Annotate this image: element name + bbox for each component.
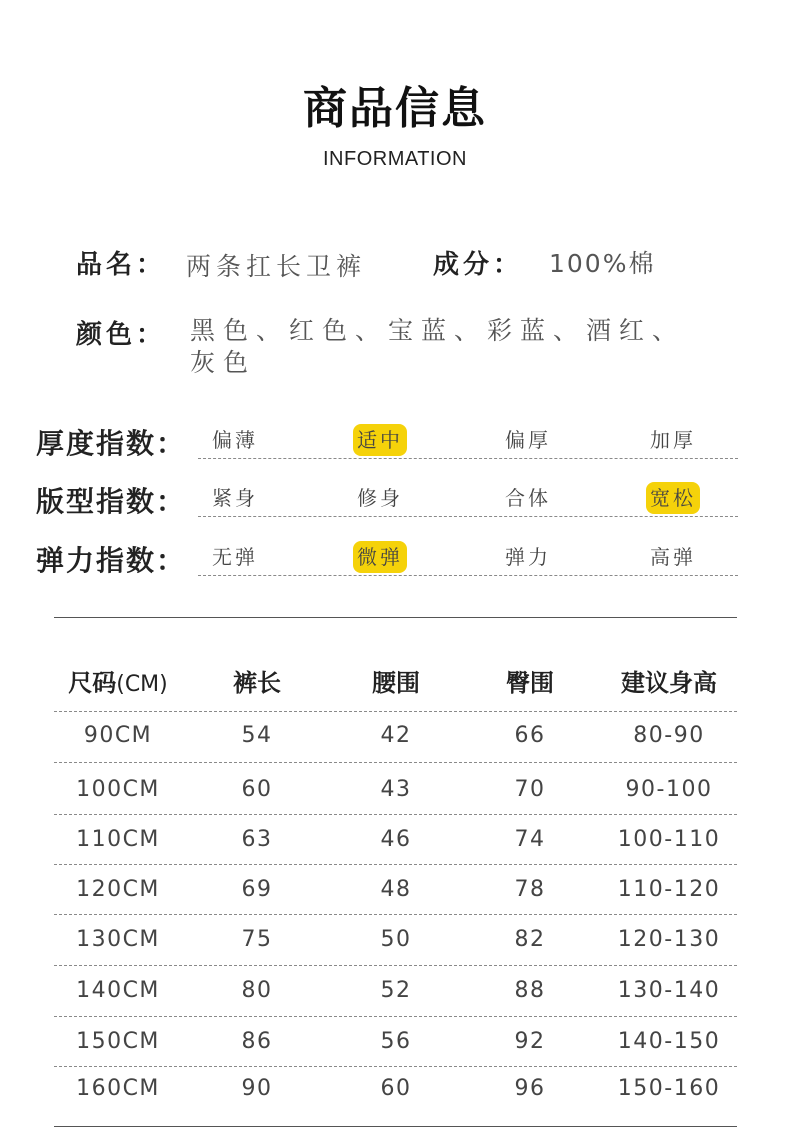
index-label: 弹力指数： (36, 544, 187, 577)
color-value-line2: 灰色 (190, 348, 257, 377)
table-cell: 110CM (76, 827, 160, 852)
table-header-label: 裤长 (233, 669, 281, 697)
index-option-selected: 宽松 (646, 482, 700, 514)
index-option: 弹力 (505, 545, 551, 569)
table-cell: 54 (241, 723, 273, 748)
table-cell: 90 (241, 1076, 273, 1101)
table-cell: 96 (514, 1076, 546, 1101)
index-option: 加厚 (650, 428, 696, 452)
table-header-cell (182, 663, 332, 698)
table-row-divider (54, 762, 737, 763)
index-divider (198, 516, 738, 517)
table-cell: 140-150 (617, 1029, 721, 1054)
table-cell: 90CM (83, 723, 153, 748)
table-cell: 92 (514, 1029, 546, 1054)
table-cell: 140CM (76, 978, 160, 1003)
table-cell: 100-110 (617, 827, 721, 852)
index-option-selected: 微弹 (353, 541, 407, 573)
index-option: 偏厚 (505, 428, 551, 452)
table-cell: 80-90 (633, 723, 705, 748)
table-cell: 75 (241, 927, 273, 952)
table-cell: 120CM (76, 877, 160, 902)
table-cell: 60 (380, 1076, 412, 1101)
table-row-divider (54, 1016, 737, 1017)
table-cell: 110-120 (617, 877, 721, 902)
table-cell: 160CM (76, 1076, 160, 1101)
material-label: 成分： (433, 250, 524, 280)
index-option: 无弹 (212, 545, 258, 569)
page-subtitle: INFORMATION (322, 148, 467, 170)
table-cell: 86 (241, 1029, 273, 1054)
index-option: 偏薄 (212, 428, 258, 452)
index-label: 版型指数： (36, 485, 187, 518)
table-top-rule (54, 617, 737, 618)
table-cell: 42 (380, 723, 412, 748)
table-cell: 130CM (76, 927, 160, 952)
product-name-label: 品名： (76, 250, 167, 280)
table-cell: 150CM (76, 1029, 160, 1054)
table-row-divider (54, 814, 737, 815)
index-option: 合体 (505, 486, 551, 510)
table-row-divider (54, 864, 737, 865)
table-cell: 66 (514, 723, 546, 748)
table-cell: 52 (380, 978, 412, 1003)
index-option: 修身 (357, 486, 403, 510)
table-cell: 56 (380, 1029, 412, 1054)
table-header-cell (594, 663, 744, 698)
table-cell: 50 (380, 927, 412, 952)
index-option-selected: 适中 (353, 424, 407, 456)
table-header-cell (321, 663, 471, 698)
index-option: 紧身 (212, 486, 258, 510)
table-header-label: 建议身高 (621, 669, 717, 697)
table-header-label: 臀围 (506, 669, 554, 697)
table-row-divider (54, 965, 737, 966)
table-cell: 70 (514, 777, 546, 802)
table-cell: 78 (514, 877, 546, 902)
size-unit: (CM) (116, 672, 168, 697)
index-divider (198, 575, 738, 576)
table-cell: 82 (514, 927, 546, 952)
table-cell: 60 (241, 777, 273, 802)
table-header-cell (43, 663, 193, 698)
table-bottom-rule (54, 1126, 737, 1127)
color-label: 颜色： (76, 320, 167, 350)
table-cell: 63 (241, 827, 273, 852)
table-cell: 120-130 (617, 927, 721, 952)
table-row-divider (54, 914, 737, 915)
page-title: 商品信息 (303, 83, 487, 134)
material-value: 100%棉 (549, 249, 656, 278)
table-cell: 90-100 (625, 777, 713, 802)
index-label: 厚度指数： (36, 427, 187, 460)
table-cell: 150-160 (617, 1076, 721, 1101)
table-header-label: 尺码 (68, 669, 117, 697)
table-cell: 130-140 (617, 978, 721, 1003)
product-name-value: 两条扛长卫裤 (186, 252, 367, 281)
table-header-cell (455, 663, 605, 698)
table-cell: 100CM (76, 777, 160, 802)
table-cell: 46 (380, 827, 412, 852)
table-cell: 69 (241, 877, 273, 902)
table-row-divider (54, 1066, 737, 1067)
table-cell: 74 (514, 827, 546, 852)
index-divider (198, 458, 738, 459)
table-cell: 88 (514, 978, 546, 1003)
table-cell: 48 (380, 877, 412, 902)
table-header-label: 腰围 (372, 669, 420, 697)
table-header-divider (54, 711, 737, 712)
index-option: 高弹 (650, 545, 696, 569)
table-cell: 43 (380, 777, 412, 802)
color-value-line1: 黑色、红色、宝蓝、彩蓝、酒红、 (190, 316, 686, 345)
table-cell: 80 (241, 978, 273, 1003)
